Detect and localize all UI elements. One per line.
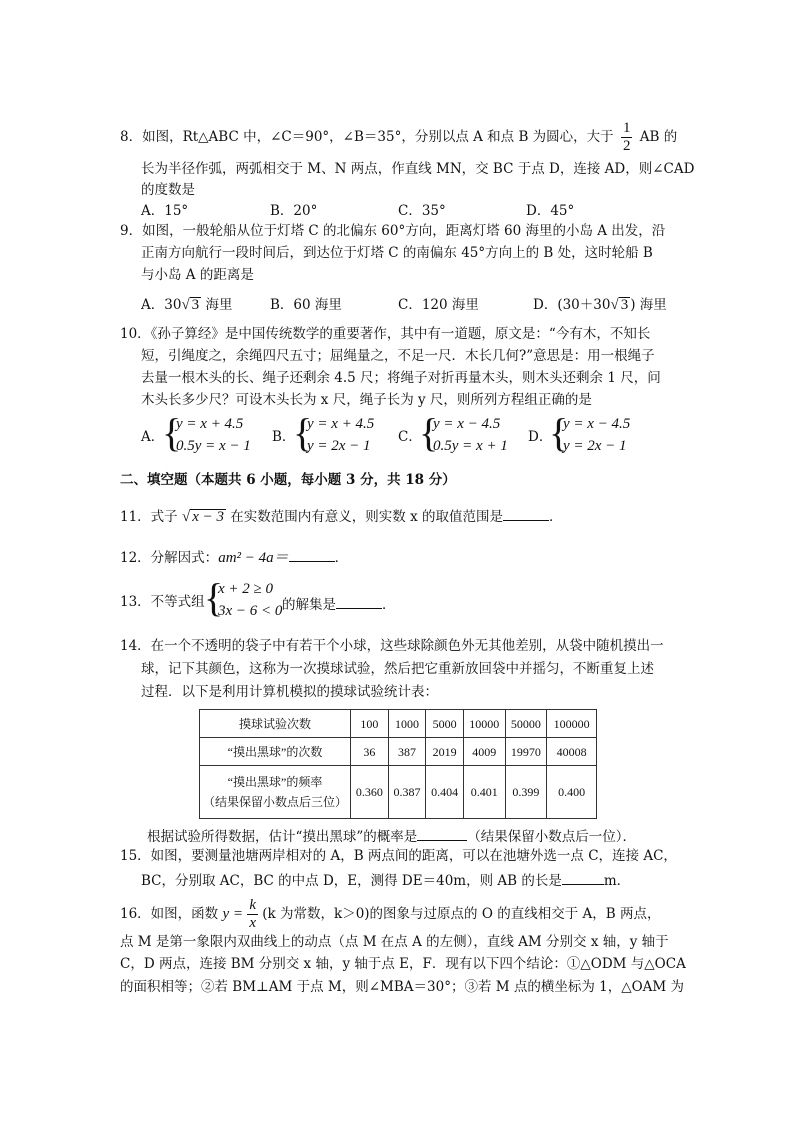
q10-option-d-system [549,410,659,463]
q16-line3: C，D 两点，连接 BM 分别交 x 轴，y 轴于点 E，F．现有以下四个结论：①△ODM 与△OCA [120,956,686,972]
q8-line2: 长为半径作弧，两弧相交于 M、N 两点，作直线 MN，交 BC 于点 D，连接 AD，则∠CAD [141,161,695,177]
table-row [200,738,597,766]
q11-answer-blank [503,508,549,521]
q10-option-d-eq2: y = 2x − 1 [563,438,627,454]
q10-option-b-eq1: y = x + 4.5 [307,416,375,432]
q15-answer-blank [562,872,604,885]
q12-prefix: 12．分解因式： [120,550,219,566]
table-cell: 0.401 [463,766,505,819]
q14-after [147,828,636,845]
q10-option-c-eq2: 0.5y = x + 1 [433,438,508,454]
q12-end: ． [334,550,349,566]
q11-text: 在实数范围内有意义，则实数 x 的取值范围是 [230,509,503,525]
q9-option-a-radicand: 3 [191,297,200,313]
q11-radicand: x − 3 [192,509,224,525]
q11-prefix: 11．式子 [120,509,178,525]
q16-line4: 的面积相等；②若 BM⊥AM 于点 M，则∠MBA＝30°；③若 M 点的横坐标为 1，△OAM 为 [120,979,685,995]
q16-line1-text: (k 为常数，k＞0)的图象与过原点的 O 的直线相交于 A，B 两点， [262,905,661,922]
q10-option-c-label: C． [398,429,422,445]
q10-option-b-eq2: y = 2x − 1 [307,438,371,454]
q16-fraction [247,898,258,931]
q10-option-d-eq1: y = x − 4.5 [563,416,631,432]
left-brace-icon: { [162,410,182,455]
q9-option-c: C．120 海里 [398,297,479,313]
q14-answer-blank [417,828,467,841]
left-brace-icon: { [293,410,313,455]
q13-answer-blank [336,596,382,609]
q14-line1: 14．在一个不透明的袋子中有若干个小球，这些球除颜色外无其他差别，从袋中随机摸出一 [120,638,664,654]
q10-option-b-label: B． [272,429,296,445]
q9-line3: 与小岛 A 的距离是 [141,267,254,283]
q14-after-text: 根据试验所得数据，估计“摸出黑球”的概率是 [147,829,418,845]
table-row-header [200,766,351,819]
q8-line1-end: AB 的 [639,129,678,145]
q15-line2-unit: m． [603,873,631,889]
q9-line2: 正南方向航行一段时间后，到达位于灯塔 C 的南偏东 45°方向上的 B 处，这时轮船 B [141,245,653,261]
table-row [200,766,597,819]
q10-option-a-label: A． [141,429,165,445]
table-row-header-line1: “摸出黑球”的频率 [227,775,323,789]
q14-after-note: （结果保留小数点后一位）． [467,829,637,845]
q13-eq1: x + 2 ≥ 0 [218,581,274,597]
table-cell: 0.400 [547,766,597,819]
q16-prefix: 16．如图，函数 [120,905,219,922]
q9-option-a-value: A．30 [141,297,182,313]
q9-option-d-unit: ) 海里 [630,297,667,313]
q10-option-a-system [162,410,272,463]
q8-line3: 的度数是 [141,182,195,198]
q13-system [204,575,294,628]
table-cell: 40008 [547,738,597,766]
left-brace-icon: { [549,410,569,455]
q10-line4: 木头长多少尺？可设木头长为 x 尺，绳子长为 y 尺，则所列方程组正确的是 [141,392,592,408]
q10-option-a-eq2: 0.5y = x − 1 [176,438,251,454]
q10-option-a-eq1: y = x + 4.5 [176,416,244,432]
q9-option-a-unit: 海里 [205,297,233,313]
table-cell: 0.360 [351,766,389,819]
q13-end: ． [382,597,396,613]
table-cell: 0.387 [388,766,426,819]
q8-fraction [621,121,633,154]
q15-line1: 15．如图，要测量池塘两岸相对的 A，B 两点间的距离，可以在池塘外选一点 C，连接 AC， [120,848,677,864]
table-cell: 1000 [388,710,426,738]
q16-frac-numerator: k [249,897,256,913]
table-row-header: “摸出黑球”的次数 [200,738,351,766]
table-cell: 0.404 [426,766,464,819]
table-cell: 19970 [505,738,547,766]
q9-option-a: A．30√ 3 海里 [141,297,233,313]
q14-line2: 球，记下其颜色，这称为一次摸球试验，然后把它重新放回袋中并摇匀，不断重复上述 [141,661,654,677]
table-cell: 387 [388,738,426,766]
q9-line1: 9．如图，一般轮船从位于灯塔 C 的北偏东 60°方向，距离灯塔 60 海里的小岛 A 出发，沿 [120,223,666,239]
q10-option-c-eq1: y = x − 4.5 [433,416,501,432]
q10-option-b-system [293,410,398,463]
q8-line1 [120,121,677,154]
table-cell: 100 [351,710,389,738]
left-brace-icon: { [419,410,439,455]
q8-option-c: C．35° [398,203,446,219]
q16-function-y: y = [222,906,244,922]
table-row [200,710,597,738]
q15-line2-text: BC，分别取 AC，BC 的中点 D，E，测得 DE＝40m，则 AB 的长是 [141,873,562,889]
q16-frac-denominator: x [249,915,256,931]
q8-frac-denominator: 2 [622,138,631,154]
q10-line3: 去量一根木头的长、绳子还剩余 4.5 尺；将绳子对折再量木头，则木头还剩余 1 尺，问 [141,370,661,386]
table-cell: 10000 [463,710,505,738]
q8-option-d: D．45° [526,203,575,219]
left-brace-icon: { [204,575,224,620]
table-cell: 50000 [505,710,547,738]
q10-line2: 短，引绳度之，余绳四尺五寸；屈绳量之，不足一尺．木长几何?”意思是：用一根绳子 [141,348,655,364]
q9-option-b: B．60 海里 [270,297,342,313]
q13-text: 的解集是 [282,597,336,613]
q15-line2 [141,872,630,889]
table-cell: 2019 [426,738,464,766]
q10-line1: 10．《孙子算经》是中国传统数学的重要著作，其中有一道题，原文是：“今有木，不知长 [120,326,651,342]
q16-line2: 点 M 是第一象限内双曲线上的动点（点 M 在点 A 的左侧），直线 AM 分别交 x 轴，y 轴于 [120,934,669,950]
table-cell: 100000 [547,710,597,738]
table-row-header: 摸球试验次数 [200,710,351,738]
q9-option-d-radicand: 3 [620,297,629,313]
table-cell: 4009 [463,738,505,766]
q12-expression: am² − 4a＝ [218,550,289,566]
q8-option-a: A．15° [141,203,189,219]
q13-tail [282,596,396,613]
q12-answer-blank [289,549,335,562]
q12 [120,549,348,566]
q13-eq2: 3x − 6 < 0 [218,603,283,619]
q10-option-c-system [419,410,531,463]
table-cell: 36 [351,738,389,766]
q8-frac-numerator: 1 [622,120,631,136]
table-cell: 0.399 [505,766,547,819]
q11-end: ． [549,509,563,525]
q16-line1 [120,898,660,931]
table-cell: 5000 [426,710,464,738]
q14-line3: 过程．以下是利用计算机模拟的摸球试验统计表： [141,684,438,700]
q13-prefix: 13．不等式组 [120,594,205,610]
section-title: 二、填空题（本题共 6 小题，每小题 3 分，共 18 分） [120,472,456,488]
experiment-table [199,709,597,819]
q11: 11．式子 √ x − 3 在实数范围内有意义，则实数 x 的取值范围是 ． [120,509,563,525]
q9-option-d-value: D．(30＋30 [533,297,611,313]
q8-line1-text: 8．如图，Rt△ABC 中，∠C＝90°，∠B＝35°，分别以点 A 和点 B 为圆心，大于 [120,129,614,145]
q8-option-b: B．20° [270,203,318,219]
q10-option-d-label: D． [528,429,553,445]
table-row-header-line2: （结果保留小数点后三位） [202,795,347,809]
q9-option-d: D．(30＋30√ 3 ) 海里 [533,297,667,313]
